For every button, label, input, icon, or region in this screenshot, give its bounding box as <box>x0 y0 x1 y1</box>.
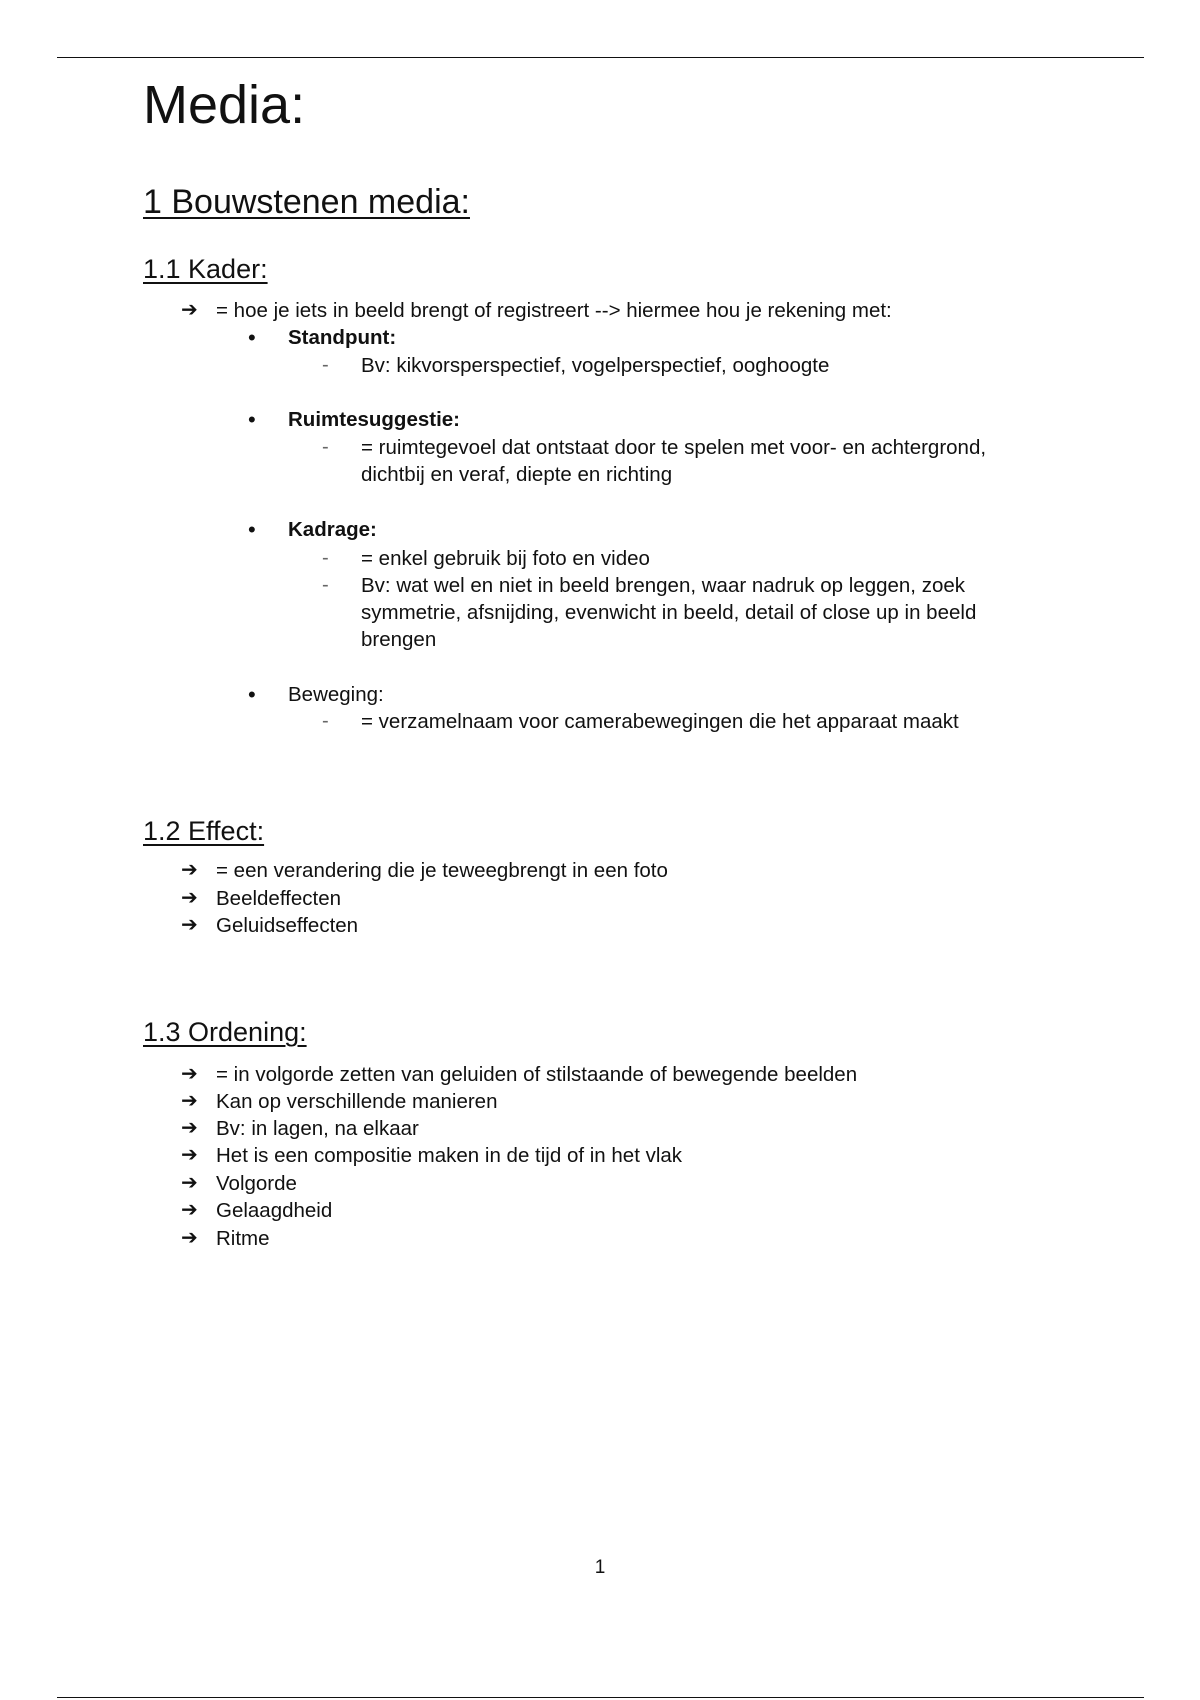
bullet-icon: • <box>248 325 256 350</box>
kader-item-detail: = verzamelnaam voor camerabewegingen die het apparaat maakt <box>361 710 959 733</box>
list-item <box>0 1142 1200 1169</box>
list-item <box>0 1088 1200 1115</box>
ordening-item: Gelaagdheid <box>216 1199 333 1222</box>
arrow-icon: ➔ <box>181 914 198 936</box>
list-item <box>0 1170 1200 1197</box>
ordening-item: Bv: in lagen, na elkaar <box>216 1117 419 1140</box>
kader-item-label: Standpunt: <box>288 326 397 349</box>
list-item <box>0 1115 1200 1142</box>
arrow-icon: ➔ <box>181 859 198 881</box>
ordening-item: Volgorde <box>216 1172 297 1195</box>
list-item <box>0 434 1200 488</box>
arrow-icon: ➔ <box>181 887 198 909</box>
arrow-icon: ➔ <box>181 1090 198 1112</box>
kader-intro: = hoe je iets in beeld brengt of registreert --> hiermee hou je rekening met: <box>216 299 892 322</box>
list-item <box>0 885 1200 912</box>
bullet-icon: • <box>248 682 256 707</box>
ordening-item: Het is een compositie maken in de tijd of in het vlak <box>216 1144 683 1167</box>
effect-item: = een verandering die je teweegbrengt in een foto <box>216 859 668 882</box>
list-item <box>0 1061 1200 1088</box>
dash-icon: - <box>322 354 329 376</box>
effect-item: Geluidseffecten <box>216 914 359 937</box>
list-item <box>0 572 1200 653</box>
list-item <box>0 1225 1200 1252</box>
dash-icon: - <box>322 547 329 569</box>
arrow-icon: ➔ <box>181 1227 198 1249</box>
kader-item-detail: Bv: wat wel en niet in beeld brengen, waar nadruk op leggen, zoek symmetrie, afsnijding, evenwicht in beeld, detail of close up in beeld brengen <box>361 574 977 651</box>
kader-item-detail: Bv: kikvorsperspectief, vogelperspectief, ooghoogte <box>361 354 830 377</box>
section-heading-bouwstenen: 1 Bouwstenen media: <box>143 183 470 221</box>
subsection-heading-kader: 1.1 Kader: <box>143 254 268 284</box>
list-item <box>0 297 1200 324</box>
effect-item: Beeldeffecten <box>216 887 342 910</box>
list-item <box>0 324 1200 351</box>
arrow-icon: ➔ <box>181 1199 198 1221</box>
list-item <box>0 406 1200 433</box>
dash-icon: - <box>322 574 329 596</box>
arrow-icon: ➔ <box>181 1117 198 1139</box>
dash-icon: - <box>322 710 329 732</box>
list-item <box>0 352 1200 379</box>
arrow-icon: ➔ <box>181 1172 198 1194</box>
list-item <box>0 1197 1200 1224</box>
list-item <box>0 857 1200 884</box>
top-rule <box>57 57 1144 58</box>
ordening-item: Ritme <box>216 1227 270 1250</box>
arrow-icon: ➔ <box>181 1063 198 1085</box>
page-title: Media: <box>143 75 306 135</box>
kader-item-detail: = enkel gebruik bij foto en video <box>361 547 650 570</box>
list-item <box>0 545 1200 572</box>
list-item <box>0 912 1200 939</box>
subsection-heading-ordening: 1.3 Ordening: <box>143 1017 307 1047</box>
list-item <box>0 516 1200 543</box>
page-number: 1 <box>594 1557 606 1578</box>
subsection-heading-effect: 1.2 Effect: <box>143 816 265 846</box>
kader-item-label: Kadrage: <box>288 518 377 541</box>
bullet-icon: • <box>248 407 256 432</box>
ordening-item: = in volgorde zetten van geluiden of stilstaande of bewegende beelden <box>216 1063 858 1086</box>
dash-icon: - <box>322 436 329 458</box>
bullet-icon: • <box>248 517 256 542</box>
list-item <box>0 708 1200 735</box>
bottom-rule <box>57 1697 1144 1698</box>
kader-item-detail: = ruimtegevoel dat ontstaat door te spelen met voor- en achtergrond, dichtbij en veraf, diepte en richting <box>361 436 987 486</box>
arrow-icon: ➔ <box>181 1144 198 1166</box>
kader-item-label: Beweging: <box>288 683 384 706</box>
kader-item-label: Ruimtesuggestie: <box>288 408 460 431</box>
ordening-item: Kan op verschillende manieren <box>216 1090 498 1113</box>
arrow-icon: ➔ <box>181 299 198 321</box>
list-item <box>0 681 1200 708</box>
